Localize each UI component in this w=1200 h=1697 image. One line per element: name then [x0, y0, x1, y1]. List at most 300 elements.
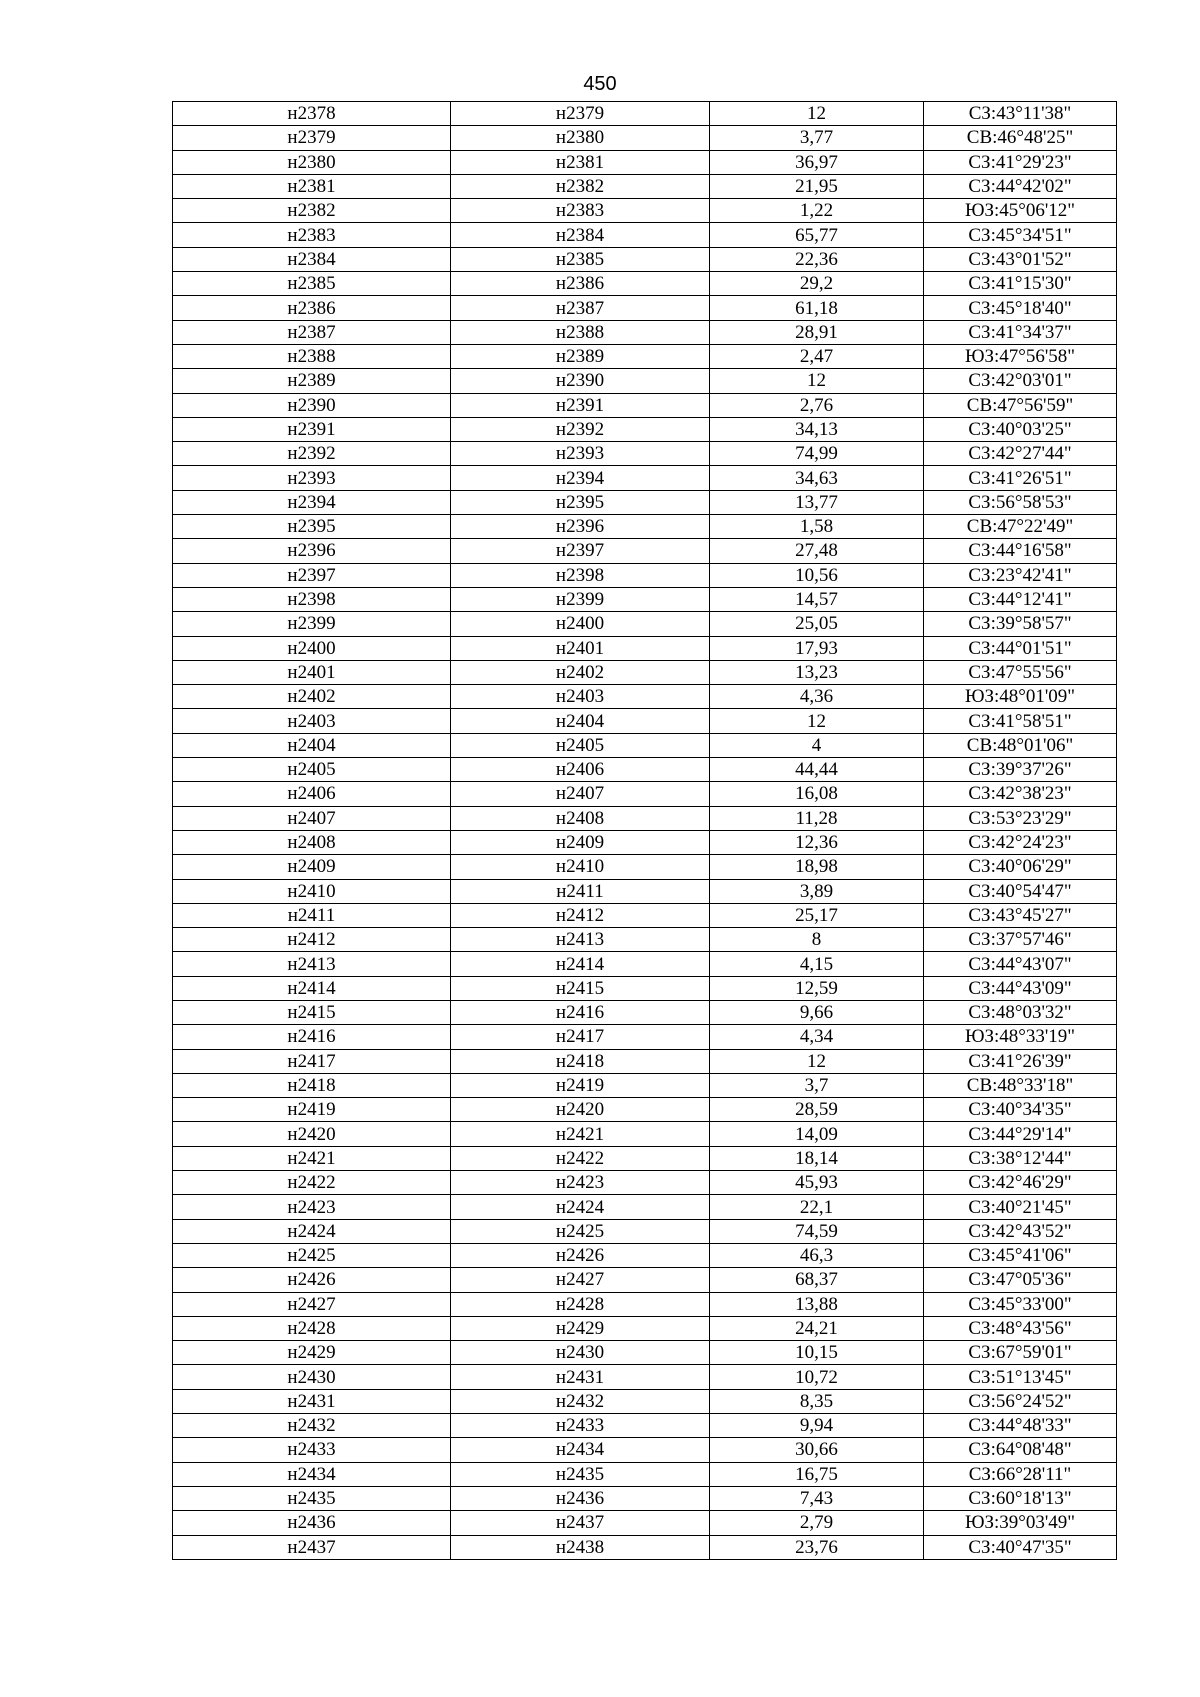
- point-to-cell: н2388: [451, 320, 710, 344]
- table-row: [173, 806, 1117, 830]
- bearing-table: [172, 101, 1117, 1560]
- point-to-cell: н2412: [451, 903, 710, 927]
- length-cell: 34,13: [710, 417, 924, 441]
- length-cell: 10,15: [710, 1341, 924, 1365]
- point-to-cell: н2389: [451, 344, 710, 368]
- point-from-cell: н2396: [173, 539, 451, 563]
- length-cell: 18,14: [710, 1146, 924, 1170]
- point-to-cell: н2396: [451, 515, 710, 539]
- length-cell: 34,63: [710, 466, 924, 490]
- point-to-cell: н2422: [451, 1146, 710, 1170]
- point-to-cell: н2392: [451, 417, 710, 441]
- bearing-cell: СЗ:42°27'44": [924, 442, 1117, 466]
- bearing-cell: СЗ:42°43'52": [924, 1219, 1117, 1243]
- point-from-cell: н2435: [173, 1486, 451, 1510]
- point-to-cell: н2433: [451, 1414, 710, 1438]
- point-to-cell: н2400: [451, 612, 710, 636]
- bearing-cell: СЗ:40°03'25": [924, 417, 1117, 441]
- point-from-cell: н2399: [173, 612, 451, 636]
- point-from-cell: н2398: [173, 587, 451, 611]
- bearing-cell: СЗ:45°41'06": [924, 1243, 1117, 1267]
- point-from-cell: н2405: [173, 758, 451, 782]
- point-to-cell: н2423: [451, 1171, 710, 1195]
- length-cell: 4,15: [710, 952, 924, 976]
- point-to-cell: н2426: [451, 1243, 710, 1267]
- bearing-cell: СЗ:38°12'44": [924, 1146, 1117, 1170]
- point-from-cell: н2389: [173, 369, 451, 393]
- bearing-cell: СЗ:40°54'47": [924, 879, 1117, 903]
- table-row: [173, 1292, 1117, 1316]
- bearing-cell: СЗ:37°57'46": [924, 928, 1117, 952]
- bearing-cell: СЗ:42°03'01": [924, 369, 1117, 393]
- point-to-cell: н2403: [451, 685, 710, 709]
- bearing-cell: СЗ:43°45'27": [924, 903, 1117, 927]
- point-from-cell: н2395: [173, 515, 451, 539]
- table-row: [173, 393, 1117, 417]
- point-to-cell: н2399: [451, 587, 710, 611]
- point-to-cell: н2424: [451, 1195, 710, 1219]
- point-from-cell: н2406: [173, 782, 451, 806]
- point-to-cell: н2411: [451, 879, 710, 903]
- length-cell: 1,58: [710, 515, 924, 539]
- point-to-cell: н2420: [451, 1098, 710, 1122]
- point-to-cell: н2437: [451, 1511, 710, 1535]
- table-row: [173, 709, 1117, 733]
- length-cell: 8,35: [710, 1389, 924, 1413]
- bearing-cell: СЗ:41°15'30": [924, 272, 1117, 296]
- table-row: [173, 1000, 1117, 1024]
- bearing-cell: СЗ:42°46'29": [924, 1171, 1117, 1195]
- length-cell: 22,36: [710, 247, 924, 271]
- point-to-cell: н2436: [451, 1486, 710, 1510]
- length-cell: 2,79: [710, 1511, 924, 1535]
- table-row: [173, 1365, 1117, 1389]
- point-from-cell: н2409: [173, 855, 451, 879]
- bearing-cell: СЗ:56°24'52": [924, 1389, 1117, 1413]
- length-cell: 74,59: [710, 1219, 924, 1243]
- length-cell: 68,37: [710, 1268, 924, 1292]
- point-from-cell: н2397: [173, 563, 451, 587]
- bearing-cell: СЗ:44°48'33": [924, 1414, 1117, 1438]
- point-from-cell: н2390: [173, 393, 451, 417]
- point-from-cell: н2404: [173, 733, 451, 757]
- table-row: [173, 296, 1117, 320]
- length-cell: 29,2: [710, 272, 924, 296]
- point-to-cell: н2382: [451, 174, 710, 198]
- point-from-cell: н2419: [173, 1098, 451, 1122]
- length-cell: 21,95: [710, 174, 924, 198]
- point-to-cell: н2383: [451, 199, 710, 223]
- table-row: [173, 320, 1117, 344]
- length-cell: 28,91: [710, 320, 924, 344]
- length-cell: 2,76: [710, 393, 924, 417]
- length-cell: 12: [710, 709, 924, 733]
- point-to-cell: н2385: [451, 247, 710, 271]
- point-to-cell: н2430: [451, 1341, 710, 1365]
- bearing-cell: СЗ:40°21'45": [924, 1195, 1117, 1219]
- point-from-cell: н2423: [173, 1195, 451, 1219]
- length-cell: 12,36: [710, 830, 924, 854]
- length-cell: 12,59: [710, 976, 924, 1000]
- point-from-cell: н2431: [173, 1389, 451, 1413]
- table-row: [173, 733, 1117, 757]
- point-to-cell: н2432: [451, 1389, 710, 1413]
- length-cell: 10,56: [710, 563, 924, 587]
- table-row: [173, 1243, 1117, 1267]
- table-row: [173, 1535, 1117, 1559]
- length-cell: 13,23: [710, 660, 924, 684]
- table-row: [173, 515, 1117, 539]
- table-row: [173, 1389, 1117, 1413]
- point-to-cell: н2427: [451, 1268, 710, 1292]
- length-cell: 7,43: [710, 1486, 924, 1510]
- table-row: [173, 879, 1117, 903]
- bearing-cell: СЗ:66°28'11": [924, 1462, 1117, 1486]
- point-from-cell: н2436: [173, 1511, 451, 1535]
- point-from-cell: н2420: [173, 1122, 451, 1146]
- table-row: [173, 369, 1117, 393]
- table-row: [173, 1341, 1117, 1365]
- table-row: [173, 126, 1117, 150]
- bearing-cell: ЮЗ:48°01'09": [924, 685, 1117, 709]
- length-cell: 28,59: [710, 1098, 924, 1122]
- table-row: [173, 1438, 1117, 1462]
- point-from-cell: н2408: [173, 830, 451, 854]
- point-from-cell: н2407: [173, 806, 451, 830]
- point-from-cell: н2433: [173, 1438, 451, 1462]
- point-to-cell: н2379: [451, 102, 710, 126]
- point-from-cell: н2415: [173, 1000, 451, 1024]
- length-cell: 61,18: [710, 296, 924, 320]
- bearing-cell: СВ:48°33'18": [924, 1073, 1117, 1097]
- table-row: [173, 1146, 1117, 1170]
- length-cell: 44,44: [710, 758, 924, 782]
- bearing-cell: СЗ:60°18'13": [924, 1486, 1117, 1510]
- point-to-cell: н2386: [451, 272, 710, 296]
- bearing-cell: СЗ:45°34'51": [924, 223, 1117, 247]
- table-row: [173, 1511, 1117, 1535]
- bearing-cell: СЗ:44°43'09": [924, 976, 1117, 1000]
- bearing-cell: СЗ:43°01'52": [924, 247, 1117, 271]
- length-cell: 12: [710, 369, 924, 393]
- point-from-cell: н2403: [173, 709, 451, 733]
- table-row: [173, 1073, 1117, 1097]
- bearing-cell: СЗ:44°29'14": [924, 1122, 1117, 1146]
- point-to-cell: н2406: [451, 758, 710, 782]
- point-from-cell: н2426: [173, 1268, 451, 1292]
- length-cell: 16,08: [710, 782, 924, 806]
- table-row: [173, 563, 1117, 587]
- length-cell: 9,94: [710, 1414, 924, 1438]
- table-row: [173, 1316, 1117, 1340]
- bearing-cell: СЗ:53°23'29": [924, 806, 1117, 830]
- length-cell: 3,7: [710, 1073, 924, 1097]
- point-from-cell: н2402: [173, 685, 451, 709]
- bearing-cell: СЗ:45°33'00": [924, 1292, 1117, 1316]
- point-from-cell: н2430: [173, 1365, 451, 1389]
- length-cell: 10,72: [710, 1365, 924, 1389]
- length-cell: 4,36: [710, 685, 924, 709]
- length-cell: 4: [710, 733, 924, 757]
- bearing-cell: СЗ:39°37'26": [924, 758, 1117, 782]
- length-cell: 36,97: [710, 150, 924, 174]
- length-cell: 24,21: [710, 1316, 924, 1340]
- table-row: [173, 1268, 1117, 1292]
- table-row: [173, 272, 1117, 296]
- table-row: [173, 1462, 1117, 1486]
- point-from-cell: н2412: [173, 928, 451, 952]
- point-from-cell: н2410: [173, 879, 451, 903]
- bearing-cell: СЗ:41°26'51": [924, 466, 1117, 490]
- bearing-cell: СЗ:41°34'37": [924, 320, 1117, 344]
- length-cell: 14,57: [710, 587, 924, 611]
- length-cell: 65,77: [710, 223, 924, 247]
- point-to-cell: н2384: [451, 223, 710, 247]
- length-cell: 8: [710, 928, 924, 952]
- length-cell: 74,99: [710, 442, 924, 466]
- table-row: [173, 199, 1117, 223]
- length-cell: 25,17: [710, 903, 924, 927]
- table-row: [173, 903, 1117, 927]
- bearing-cell: СЗ:40°34'35": [924, 1098, 1117, 1122]
- length-cell: 14,09: [710, 1122, 924, 1146]
- bearing-cell: СЗ:64°08'48": [924, 1438, 1117, 1462]
- bearing-cell: СЗ:47°55'56": [924, 660, 1117, 684]
- point-from-cell: н2418: [173, 1073, 451, 1097]
- point-to-cell: н2415: [451, 976, 710, 1000]
- length-cell: 16,75: [710, 1462, 924, 1486]
- table-body: [173, 102, 1117, 1560]
- point-to-cell: н2394: [451, 466, 710, 490]
- table-row: [173, 928, 1117, 952]
- length-cell: 9,66: [710, 1000, 924, 1024]
- bearing-cell: СЗ:48°43'56": [924, 1316, 1117, 1340]
- bearing-cell: СВ:48°01'06": [924, 733, 1117, 757]
- table-row: [173, 1049, 1117, 1073]
- point-to-cell: н2402: [451, 660, 710, 684]
- point-from-cell: н2387: [173, 320, 451, 344]
- table-row: [173, 1098, 1117, 1122]
- point-to-cell: н2397: [451, 539, 710, 563]
- point-to-cell: н2401: [451, 636, 710, 660]
- point-from-cell: н2422: [173, 1171, 451, 1195]
- point-from-cell: н2414: [173, 976, 451, 1000]
- table-row: [173, 466, 1117, 490]
- bearing-cell: СВ:46°48'25": [924, 126, 1117, 150]
- point-from-cell: н2428: [173, 1316, 451, 1340]
- bearing-cell: СЗ:40°06'29": [924, 855, 1117, 879]
- table-row: [173, 976, 1117, 1000]
- table-row: [173, 490, 1117, 514]
- bearing-cell: СЗ:43°11'38": [924, 102, 1117, 126]
- point-to-cell: н2438: [451, 1535, 710, 1559]
- point-from-cell: н2427: [173, 1292, 451, 1316]
- length-cell: 30,66: [710, 1438, 924, 1462]
- bearing-cell: СЗ:42°24'23": [924, 830, 1117, 854]
- bearing-cell: СЗ:44°01'51": [924, 636, 1117, 660]
- point-to-cell: н2410: [451, 855, 710, 879]
- bearing-cell: СЗ:44°16'58": [924, 539, 1117, 563]
- bearing-cell: СЗ:67°59'01": [924, 1341, 1117, 1365]
- point-to-cell: н2404: [451, 709, 710, 733]
- length-cell: 17,93: [710, 636, 924, 660]
- point-to-cell: н2380: [451, 126, 710, 150]
- length-cell: 13,77: [710, 490, 924, 514]
- bearing-cell: ЮЗ:47°56'58": [924, 344, 1117, 368]
- point-to-cell: н2381: [451, 150, 710, 174]
- length-cell: 25,05: [710, 612, 924, 636]
- table-row: [173, 247, 1117, 271]
- point-from-cell: н2381: [173, 174, 451, 198]
- point-from-cell: н2400: [173, 636, 451, 660]
- table-row: [173, 1195, 1117, 1219]
- page-number: 450: [583, 73, 617, 95]
- point-to-cell: н2434: [451, 1438, 710, 1462]
- point-from-cell: н2378: [173, 102, 451, 126]
- point-to-cell: н2409: [451, 830, 710, 854]
- point-from-cell: н2379: [173, 126, 451, 150]
- table-row: [173, 539, 1117, 563]
- point-from-cell: н2425: [173, 1243, 451, 1267]
- point-from-cell: н2391: [173, 417, 451, 441]
- length-cell: 23,76: [710, 1535, 924, 1559]
- point-to-cell: н2390: [451, 369, 710, 393]
- point-to-cell: н2408: [451, 806, 710, 830]
- point-to-cell: н2429: [451, 1316, 710, 1340]
- table-row: [173, 102, 1117, 126]
- point-to-cell: н2407: [451, 782, 710, 806]
- table-row: [173, 855, 1117, 879]
- point-from-cell: н2384: [173, 247, 451, 271]
- point-to-cell: н2435: [451, 1462, 710, 1486]
- bearing-cell: СЗ:44°12'41": [924, 587, 1117, 611]
- point-to-cell: н2417: [451, 1025, 710, 1049]
- table-row: [173, 636, 1117, 660]
- point-from-cell: н2417: [173, 1049, 451, 1073]
- point-from-cell: н2386: [173, 296, 451, 320]
- length-cell: 1,22: [710, 199, 924, 223]
- point-to-cell: н2418: [451, 1049, 710, 1073]
- length-cell: 12: [710, 102, 924, 126]
- point-from-cell: н2385: [173, 272, 451, 296]
- point-from-cell: н2392: [173, 442, 451, 466]
- point-from-cell: н2421: [173, 1146, 451, 1170]
- point-to-cell: н2414: [451, 952, 710, 976]
- bearing-cell: СЗ:47°05'36": [924, 1268, 1117, 1292]
- bearing-cell: СЗ:48°03'32": [924, 1000, 1117, 1024]
- point-to-cell: н2419: [451, 1073, 710, 1097]
- bearing-cell: СЗ:23°42'41": [924, 563, 1117, 587]
- table-row: [173, 587, 1117, 611]
- bearing-cell: ЮЗ:45°06'12": [924, 199, 1117, 223]
- bearing-cell: СЗ:51°13'45": [924, 1365, 1117, 1389]
- bearing-cell: СЗ:44°42'02": [924, 174, 1117, 198]
- table-row: [173, 830, 1117, 854]
- length-cell: 27,48: [710, 539, 924, 563]
- point-to-cell: н2387: [451, 296, 710, 320]
- length-cell: 45,93: [710, 1171, 924, 1195]
- bearing-cell: ЮЗ:48°33'19": [924, 1025, 1117, 1049]
- point-from-cell: н2432: [173, 1414, 451, 1438]
- bearing-cell: СЗ:42°38'23": [924, 782, 1117, 806]
- length-cell: 12: [710, 1049, 924, 1073]
- bearing-cell: СЗ:44°43'07": [924, 952, 1117, 976]
- bearing-cell: СЗ:39°58'57": [924, 612, 1117, 636]
- point-to-cell: н2431: [451, 1365, 710, 1389]
- table-row: [173, 1171, 1117, 1195]
- table-row: [173, 1219, 1117, 1243]
- point-from-cell: н2380: [173, 150, 451, 174]
- length-cell: 22,1: [710, 1195, 924, 1219]
- bearing-cell: СВ:47°56'59": [924, 393, 1117, 417]
- bearing-cell: СЗ:41°58'51": [924, 709, 1117, 733]
- point-from-cell: н2401: [173, 660, 451, 684]
- bearing-cell: СВ:47°22'49": [924, 515, 1117, 539]
- length-cell: 4,34: [710, 1025, 924, 1049]
- table-row: [173, 223, 1117, 247]
- length-cell: 2,47: [710, 344, 924, 368]
- point-to-cell: н2421: [451, 1122, 710, 1146]
- point-to-cell: н2413: [451, 928, 710, 952]
- point-from-cell: н2437: [173, 1535, 451, 1559]
- length-cell: 46,3: [710, 1243, 924, 1267]
- point-from-cell: н2382: [173, 199, 451, 223]
- bearing-cell: ЮЗ:39°03'49": [924, 1511, 1117, 1535]
- length-cell: 18,98: [710, 855, 924, 879]
- table-row: [173, 952, 1117, 976]
- point-from-cell: н2434: [173, 1462, 451, 1486]
- bearing-cell: СЗ:41°29'23": [924, 150, 1117, 174]
- length-cell: 11,28: [710, 806, 924, 830]
- length-cell: 13,88: [710, 1292, 924, 1316]
- bearing-cell: СЗ:40°47'35": [924, 1535, 1117, 1559]
- length-cell: 3,89: [710, 879, 924, 903]
- point-from-cell: н2388: [173, 344, 451, 368]
- table-row: [173, 1122, 1117, 1146]
- point-to-cell: н2391: [451, 393, 710, 417]
- bearing-cell: СЗ:41°26'39": [924, 1049, 1117, 1073]
- length-cell: 3,77: [710, 126, 924, 150]
- point-to-cell: н2395: [451, 490, 710, 514]
- table-row: [173, 1025, 1117, 1049]
- table-row: [173, 1486, 1117, 1510]
- table-row: [173, 174, 1117, 198]
- bearing-cell: СЗ:45°18'40": [924, 296, 1117, 320]
- table-row: [173, 685, 1117, 709]
- point-to-cell: н2428: [451, 1292, 710, 1316]
- table-row: [173, 150, 1117, 174]
- point-from-cell: н2394: [173, 490, 451, 514]
- point-to-cell: н2398: [451, 563, 710, 587]
- bearing-cell: СЗ:56°58'53": [924, 490, 1117, 514]
- table-row: [173, 442, 1117, 466]
- point-from-cell: н2416: [173, 1025, 451, 1049]
- point-from-cell: н2393: [173, 466, 451, 490]
- point-from-cell: н2383: [173, 223, 451, 247]
- table-row: [173, 612, 1117, 636]
- table-row: [173, 660, 1117, 684]
- point-to-cell: н2425: [451, 1219, 710, 1243]
- table-row: [173, 758, 1117, 782]
- table-row: [173, 782, 1117, 806]
- point-to-cell: н2405: [451, 733, 710, 757]
- point-from-cell: н2413: [173, 952, 451, 976]
- point-to-cell: н2416: [451, 1000, 710, 1024]
- table-row: [173, 1414, 1117, 1438]
- table-row: [173, 344, 1117, 368]
- point-to-cell: н2393: [451, 442, 710, 466]
- table-row: [173, 417, 1117, 441]
